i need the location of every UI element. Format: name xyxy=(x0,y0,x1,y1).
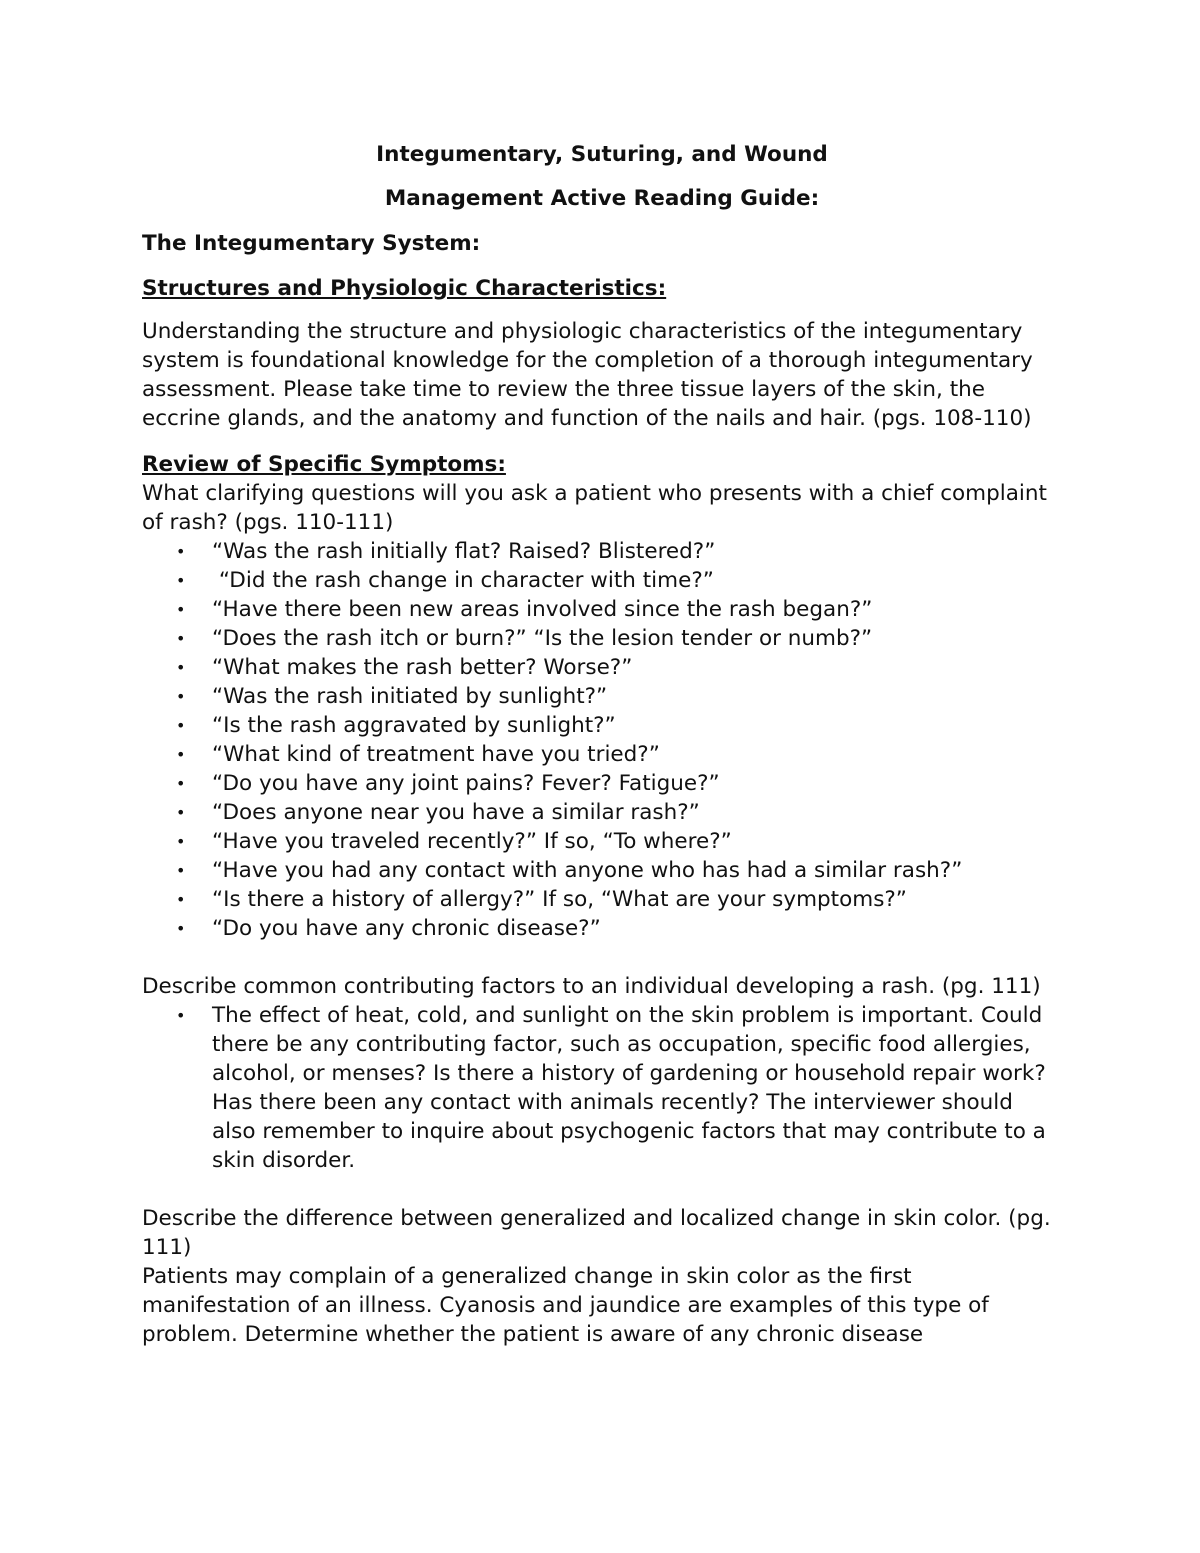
bullet-icon: • xyxy=(176,861,186,880)
list-item xyxy=(142,798,1062,827)
bullet-icon: • xyxy=(176,629,186,648)
list-item-text: “Have you had any contact with anyone who has had a similar rash?” xyxy=(212,858,963,883)
list-item-text: “Have there been new areas involved since the rash began?” xyxy=(212,597,873,622)
bullet-icon: • xyxy=(176,1006,186,1025)
contributing-question: Describe common contributing factors to an individual developing a rash. (pg. 111) xyxy=(142,974,1041,999)
list-item xyxy=(142,885,1062,914)
list-item-text: “What kind of treatment have you tried?” xyxy=(212,742,660,767)
list-item xyxy=(142,856,1062,885)
list-item xyxy=(142,1001,1062,1175)
bullet-icon: • xyxy=(176,716,186,735)
list-item xyxy=(142,769,1062,798)
bullet-icon: • xyxy=(176,658,186,677)
bullet-icon: • xyxy=(176,687,186,706)
document-page xyxy=(142,140,1062,1349)
list-item-text: “Is there a history of allergy?” If so, “What are your symptoms?” xyxy=(212,887,907,912)
list-item xyxy=(142,537,1062,566)
bullet-icon: • xyxy=(176,890,186,909)
bullet-icon: • xyxy=(176,774,186,793)
structures-paragraph: Understanding the structure and physiologic characteristics of the integumentary system is foundational knowledge for the completion of a thorough integumentary assessment. Please take time to review the three tissue layers of the skin, the eccrine glands, and the anatomy and function of the nails and hair. (pgs. 108-110) xyxy=(142,319,1033,431)
list-item-text: “Do you have any joint pains? Fever? Fatigue?” xyxy=(212,771,720,796)
symptoms-question: What clarifying questions will you ask a patient who presents with a chief complaint of rash? (pgs. 110-111) xyxy=(142,481,1047,535)
list-item-text: “Was the rash initiated by sunlight?” xyxy=(212,684,608,709)
list-item-text: “Was the rash initially flat? Raised? Blistered?” xyxy=(212,539,716,564)
skin-color-answer: Patients may complain of a generalized change in skin color as the first manifestation of an illness. Cyanosis and jaundice are examples of this type of problem. Determine whether the patient is aware of any chronic disease xyxy=(142,1264,989,1347)
list-item-text: “Is the rash aggravated by sunlight?” xyxy=(212,713,616,738)
document-title-line-2: Management Active Reading Guide: xyxy=(384,186,820,211)
spacer xyxy=(142,1175,1062,1204)
list-item xyxy=(142,827,1062,856)
symptoms-bullet-list xyxy=(142,537,1062,943)
section-heading: The Integumentary System: xyxy=(142,231,481,256)
list-item-text: “Did the rash change in character with time?” xyxy=(212,568,714,593)
list-item-text: “Does anyone near you have a similar rash?” xyxy=(212,800,700,825)
spacer xyxy=(142,943,1062,972)
list-item xyxy=(142,595,1062,624)
bullet-icon: • xyxy=(176,803,186,822)
document-title-line-1: Integumentary, Suturing, and Wound xyxy=(376,142,828,167)
bullet-icon: • xyxy=(176,571,186,590)
list-item xyxy=(142,624,1062,653)
list-item xyxy=(142,682,1062,711)
list-item-text: “What makes the rash better? Worse?” xyxy=(212,655,633,680)
bullet-icon: • xyxy=(176,600,186,619)
structures-heading: Structures and Physiologic Characteristics: xyxy=(142,276,667,301)
contributing-bullet-list xyxy=(142,1001,1062,1175)
list-item-text: “Have you traveled recently?” If so, “To where?” xyxy=(212,829,732,854)
bullet-icon: • xyxy=(176,542,186,561)
list-item-text: “Does the rash itch or burn?” “Is the lesion tender or numb?” xyxy=(212,626,873,651)
bullet-icon: • xyxy=(176,745,186,764)
list-item xyxy=(142,711,1062,740)
symptoms-heading: Review of Specific Symptoms: xyxy=(142,452,506,477)
skin-color-question: Describe the difference between generalized and localized change in skin color. (pg. 111) xyxy=(142,1206,1051,1260)
list-item xyxy=(142,914,1062,943)
list-item xyxy=(142,653,1062,682)
list-item-text: The effect of heat, cold, and sunlight on the skin problem is important. Could there be any contributing factor, such as occupation, specific food allergies, alcohol, or menses? Is there a history of gardening or household repair work? Has there been any contact with animals recently? The interviewer should also remember to inquire about psychogenic factors that may contribute to a skin disorder. xyxy=(212,1003,1046,1173)
list-item xyxy=(142,566,1062,595)
list-item-text: “Do you have any chronic disease?” xyxy=(212,916,601,941)
bullet-icon: • xyxy=(176,919,186,938)
bullet-icon: • xyxy=(176,832,186,851)
list-item xyxy=(142,740,1062,769)
